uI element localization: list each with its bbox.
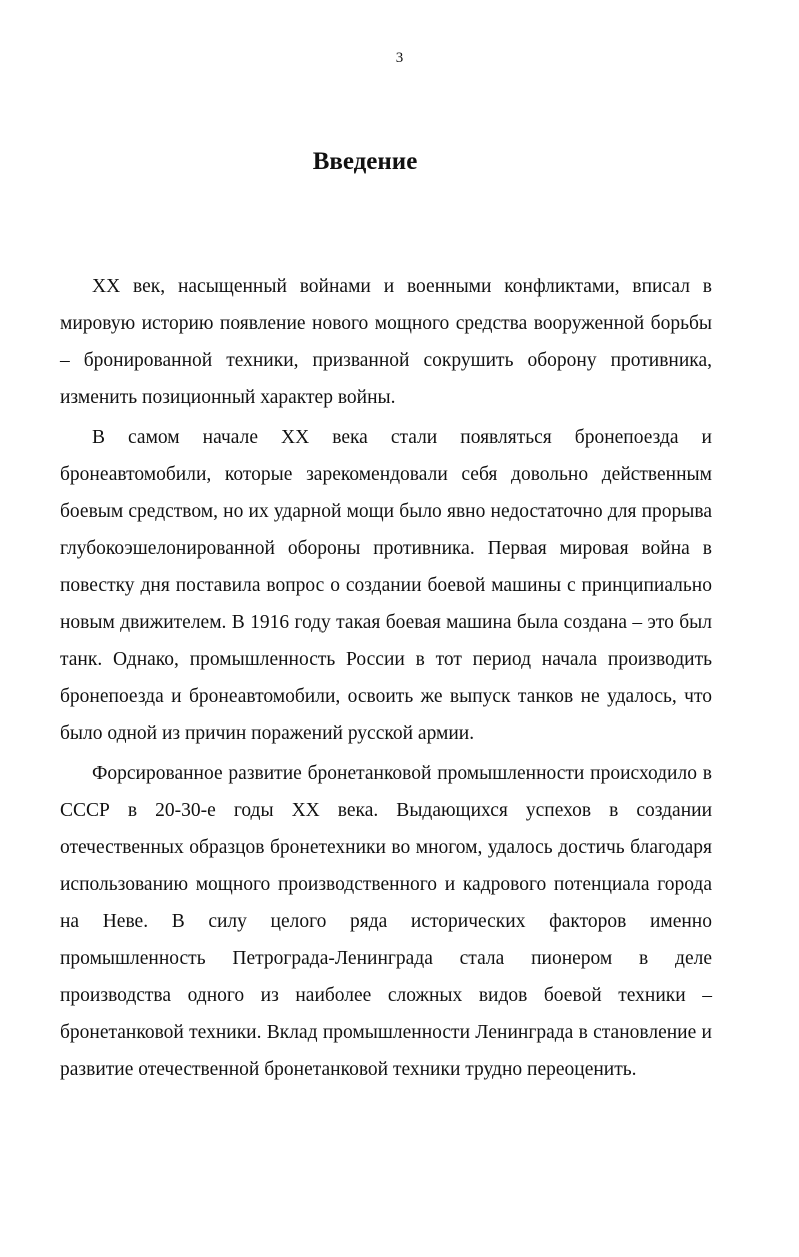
page-title: Введение [312, 148, 418, 175]
page-number: 3 [395, 50, 404, 66]
paragraph-early-armor: В самом начале XX века стали появляться бронепоезда и бронеавтомобили, которые зарекомендовали себя довольно действенным боевым средством, но их ударной мощи было явно недостаточно для прорыва глубокоэшелонированной обороны противника. Первая мировая война в повестку дня поставила вопрос о создании боевой машины с принципиально новым движителем. В 1916 году такая боевая машина была создана – это был танк. Однако, промышленность России в тот период начала производить бронепоезда и бронеавтомобили, освоить же выпуск танков не удалось, что было одной из причин поражений русской армии. [60, 427, 712, 744]
paragraph-intro: XX век, насыщенный войнами и военными конфликтами, вписал в мировую историю появление нового мощного средства вооруженной борьбы – бронированной техники, призванной сокрушить оборону противника, изменить позиционный характер войны. [60, 276, 712, 408]
paragraph-leningrad-industry: Форсированное развитие бронетанковой промышленности происходило в СССР в 20-30-е годы XX века. Выдающихся успехов в создании отечественных образцов бронетехники во многом, удалось достичь благодаря использованию мощного производственного и кадрового потенциала города на Неве. В силу целого ряда исторических факторов именно промышленность Петрограда-Ленинграда стала пионером в деле производства одного из наиболее сложных видов боевой техники – бронетанковой техники. Вклад промышленности Ленинграда в становление и развитие отечественной бронетанковой техники трудно переоценить. [60, 763, 712, 1080]
body-text [60, 268, 712, 1091]
